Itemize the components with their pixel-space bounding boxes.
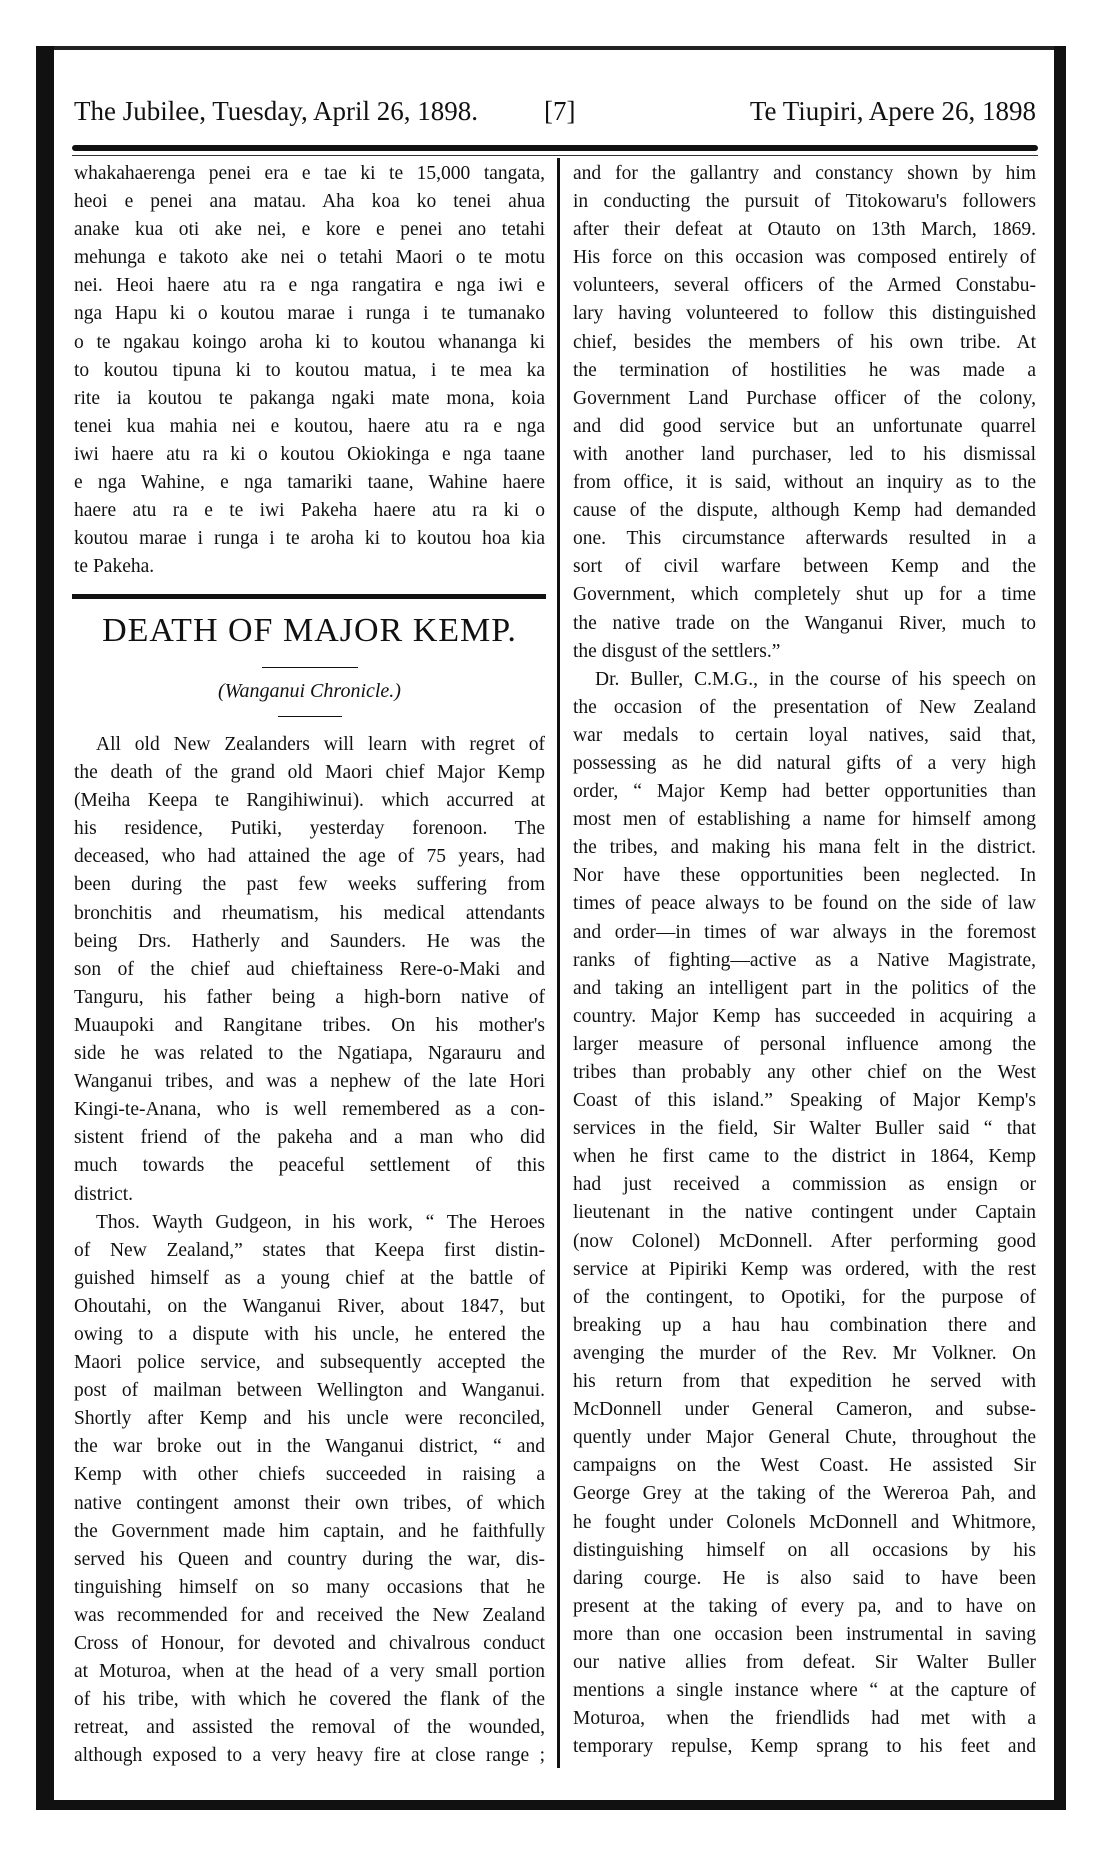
text-line: volunteers, several officers of the Armed Constabu- [573,275,1036,297]
text-line: Kingi-te-Anana, who is well remembered as a con- [74,1099,545,1121]
text-line: the occasion of the presentation of New Zealand [573,696,1036,718]
article-source: (Wanganui Chronicle.) [218,680,401,702]
text-line: to koutou tipuna ki to koutou matua, i te mea ka [74,359,545,381]
text-line: after their defeat at Otauto on 13th March, 1869. [573,219,1036,241]
text-line: the death of the grand old Maori chief Major Kemp [74,762,545,784]
text-line: service at Pipiriki Kemp was ordered, with the rest [573,1258,1036,1280]
text-line: when he first came to the district in 1864, Kemp [573,1146,1036,1168]
text-line: the tribes, and making his mana felt in the district. [573,837,1036,859]
text-line: Dr. Buller, C.M.G., in the course of his speech on [595,668,1036,690]
text-line: lary having volunteered to follow this distinguished [573,303,1036,325]
text-line: order, “ Major Kemp had better opportunities than [573,781,1036,803]
text-line: daring courge. He is also said to have been [573,1567,1036,1589]
maori-paragraph [74,160,545,581]
text-line: although exposed to a very heavy fire at close range ; [74,1745,545,1767]
paragraph [74,731,545,1209]
text-line: our native allies from defeat. Sir Walter Buller [573,1651,1036,1673]
text-line: nei. Heoi haere atu ra e nga rangatira e nga iwi e [74,275,545,297]
text-line: All old New Zealanders will learn with regret of [96,734,545,755]
text-line: mentions a single instance where “ at the capture of [573,1680,1036,1702]
text-line: temporary repulse, Kemp sprang to his feet and [573,1736,1036,1758]
text-line: and order—in times of war always in the foremost [573,921,1036,943]
text-line: bronchitis and rheumatism, his medical attendants [74,902,545,924]
text-line: tribes than probably any other chief on the West [573,1062,1036,1083]
text-line: he fought under Colonels McDonnell and Whitmore, [573,1511,1036,1533]
text-line: one. This circumstance afterwards resulted in a [573,528,1036,550]
text-line: Maori police service, and subsequently accepted the [74,1352,545,1374]
text-line: iwi haere atu ra ki o koutou Okiokinga e nga taane [74,443,545,465]
text-line: times of peace always to be found on the side of law [573,893,1036,915]
text-line: whakahaerenga penei era e tae ki te 15,000 tangata, [74,163,545,184]
text-line: McDonnell under General Cameron, and subse- [573,1399,1036,1421]
text-line: His force on this occasion was composed entirely of [573,247,1036,269]
text-line: larger measure of personal influence among the [573,1033,1036,1055]
text-line: haere atu ra e te iwi Pakeha haere atu ra ki o [74,500,545,522]
text-line: present at the taking of every pa, and to have on [573,1595,1036,1617]
text-line: served his Queen and country during the war, dis- [74,1548,545,1570]
text-line: e nga Wahine, e nga tamariki taane, Wahine haere [74,472,545,494]
text-line: koutou marae i runga i te aroha ki to koutou hoa kia [74,528,545,550]
text-line: Thos. Wayth Gudgeon, in his work, “ The Heroes [96,1211,545,1233]
text-line: more than one occasion been instrumental in saving [573,1623,1036,1645]
text-line: side he was related to the Ngatiapa, Ngarauru and [74,1043,545,1065]
page-number: [7] [544,96,576,126]
text-line: quently under Major General Chute, throughout the [573,1427,1036,1449]
text-line: Tanguru, his father being a high-born native of [74,986,545,1008]
text-line: much towards the peaceful settlement of this [74,1155,545,1177]
left-article-body [74,731,545,1770]
text-line: Kemp with other chiefs succeeded in raising a [74,1464,545,1486]
text-line: the war broke out in the Wanganui district, “ and [74,1436,545,1458]
text-line: with another land purchaser, led to his dismissal [573,443,1036,465]
text-line: most men of establishing a name for himself among [573,809,1036,831]
text-line: sort of civil warfare between Kemp and the [573,556,1036,578]
text-line: guished himself as a young chief at the battle of [74,1267,545,1289]
text-line: Muaupoki and Rangitane tribes. On his mother's [74,1014,545,1036]
text-line: retreat, and assisted the removal of the wounded, [74,1717,545,1739]
text-line: Ohoutahi, on the Wanganui River, about 1847, but [74,1295,545,1317]
text-line: tinguishing himself on so many occasions that he [74,1576,545,1598]
paragraph [573,160,1036,666]
text-line: avenging the murder of the Rev. Mr Volkner. On [573,1342,1036,1364]
text-line: Government Land Purchase officer of the colony, [573,387,1036,409]
text-line: Cross of Honour, for devoted and chivalrous conduct [74,1633,545,1654]
text-line: and did good service but an unfortunate quarrel [573,415,1036,437]
text-line: was recommended for and received the New Zealand [74,1604,545,1626]
text-line: deceased, who had attained the age of 75 years, had [74,846,545,868]
text-line: Coast of this island.” Speaking of Major Kemp's [573,1090,1036,1112]
text-line: his residence, Putiki, yesterday forenoon. The [74,818,545,840]
text-line: country. Major Kemp has succeeded in acquiring a [573,1005,1036,1027]
text-line: anake kua oti ake nei, e kore e penei ano tetahi [74,219,545,241]
paragraph [74,160,545,581]
header-rule-thin [72,155,1038,156]
text-line: distinguishing himself on all occasions by his [573,1539,1036,1561]
text-line: war medals to certain loyal natives, said that, [573,724,1036,746]
text-line: cause of the dispute, although Kemp had demanded [573,500,1036,522]
text-line: campaigns on the West Coast. He assisted Sir [573,1455,1036,1477]
text-line: heoi e penei ana matau. Aha koa ko tenei ahua [74,191,545,213]
text-line: (now Colonel) McDonnell. After performing good [573,1230,1036,1252]
page-border-right [1054,46,1066,1810]
text-line: son of the chief aud chieftainess Rere-o-Maki and [74,958,545,980]
text-line: mehunga e takoto ake nei o tetahi Maori o te motu [74,247,545,269]
text-line: of New Zealand,” states that Keepa first distin- [74,1239,545,1261]
text-line: Government, which completely shut up for a time [573,584,1036,606]
text-line: o te ngakau koingo aroha ki to koutou whananga ki [74,331,545,353]
text-line: rite ia koutou te pakanga ngaki mate mona, koia [74,387,545,409]
text-line: of the contingent, to Opotiki, for the purpose of [573,1286,1036,1308]
text-line: had just received a commission as ensign or [573,1174,1036,1196]
text-line: from office, it is said, without an inquiry as to the [573,472,1036,494]
text-line: Nor have these opportunities been neglected. In [573,865,1036,887]
text-line: te Pakeha. [74,556,155,578]
column-divider [557,158,560,1768]
page-border-bottom [36,1800,1066,1810]
header-maori-date: Te Tiupiri, Apere 26, 1898 [749,96,1036,126]
text-line: (Meiha Keepa te Rangihiwinui). which accurred at [74,790,545,812]
section-rule [72,594,546,599]
text-line: district. [74,1183,134,1205]
text-line: the disgust of the settlers.” [573,640,781,662]
text-line: lieutenant in the native contingent under Captain [573,1202,1036,1224]
text-line: ranks of fighting—active as a Native Magistrate, [573,949,1036,971]
title-rule [262,667,358,668]
article-title: DEATH OF MAJOR KEMP. [102,612,517,649]
text-line: been during the past few weeks suffering from [74,874,545,896]
text-line: George Grey at the taking of the Wereroa Pah, and [573,1483,1036,1505]
text-line: the termination of hostilities he was made a [573,359,1036,381]
header-rule [72,145,1038,151]
text-line: Moturoa, when the friendlids had met with a [573,1708,1036,1730]
paragraph [573,666,1036,1762]
text-line: possessing as he did natural gifts of a very high [573,752,1036,774]
text-line: Shortly after Kemp and his uncle were reconciled, [74,1408,545,1430]
text-line: being Drs. Hatherly and Saunders. He was the [74,930,545,952]
text-line: and for the gallantry and constancy shown by him [573,163,1036,184]
header-english-date: The Jubilee, Tuesday, April 26, 1898. [74,96,478,126]
text-line: nga Hapu ki o koutou marae i runga i te tumanako [74,303,545,325]
text-line: services in the field, Sir Walter Buller said “ that [573,1118,1036,1140]
text-line: in conducting the pursuit of Titokowaru's followers [573,191,1036,213]
page-border-left [36,46,54,1810]
text-line: at Moturoa, when at the head of a very small portion [74,1661,545,1683]
text-line: post of mailman between Wellington and Wanganui. [74,1380,545,1402]
source-rule [278,716,342,717]
text-line: the native trade on the Wanganui River, much to [573,612,1036,634]
text-line: owing to a dispute with his uncle, he entered the [74,1323,545,1345]
text-line: breaking up a hau hau combination there and [573,1314,1036,1336]
text-line: of his tribe, with which he covered the flank of the [74,1689,545,1711]
text-line: tenei kua mahia nei e koutou, haere atu ra e nga [74,415,545,437]
page-border-top [36,46,1066,50]
text-line: Wanganui tribes, and was a nephew of the late Hori [74,1071,545,1093]
text-line: and taking an intelligent part in the politics of the [573,977,1036,999]
text-line: sistent friend of the pakeha and a man who did [74,1127,545,1149]
text-line: chief, besides the members of his own tribe. At [573,331,1036,353]
text-line: his return from that expedition he served with [573,1371,1036,1393]
text-line: the Government made him captain, and he faithfully [74,1520,545,1542]
text-line: native contingent amonst their own tribes, of which [74,1492,545,1514]
right-article-body [573,160,1036,1761]
paragraph [74,1209,545,1771]
